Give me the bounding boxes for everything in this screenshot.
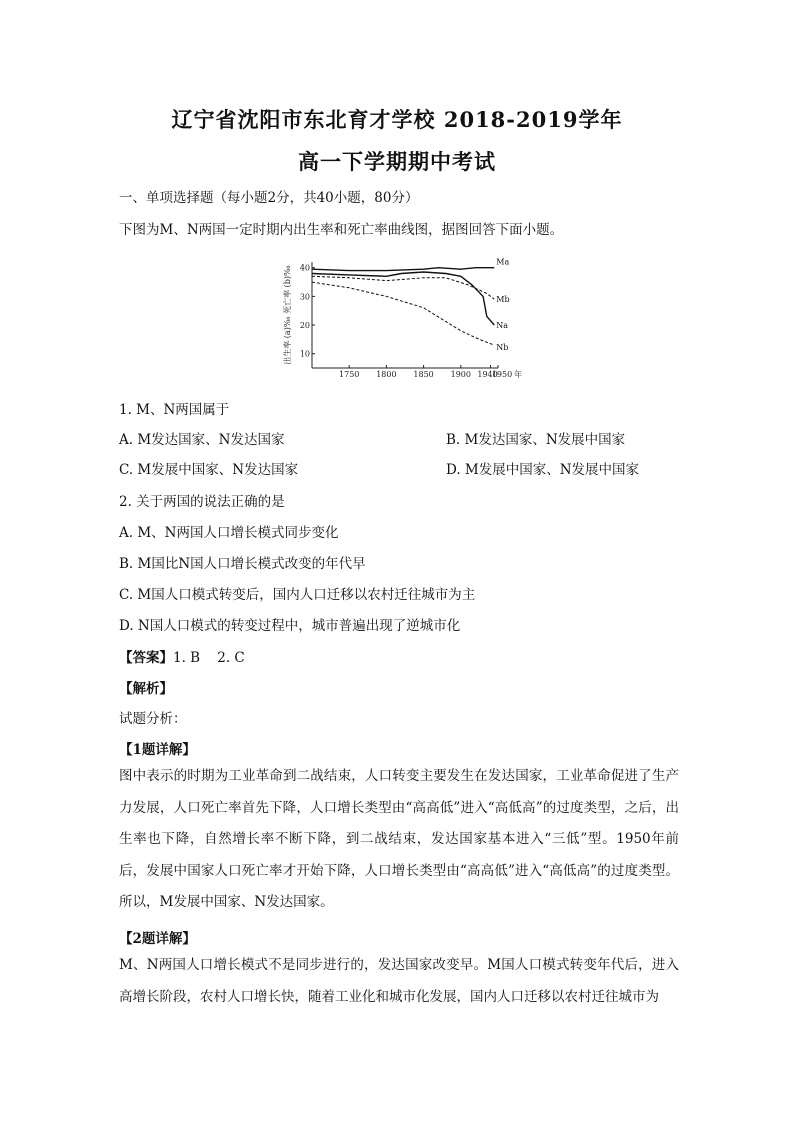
series-label-mb: Mb xyxy=(496,295,510,305)
x-tick-label: 1940 xyxy=(477,370,498,378)
series-label-nb: Nb xyxy=(496,343,509,353)
question-1-option-a: A. M发达国家、N发达国家 xyxy=(119,432,285,448)
answer-line xyxy=(119,646,245,666)
x-tick-label: 1800 xyxy=(376,370,397,378)
y-axis-label: 出生率 (a)‰ 死亡率 (b)‰ xyxy=(283,265,292,365)
series-label-na: Na xyxy=(496,321,509,331)
question-2-option-a: A. M、N两国人口增长模式同步变化 xyxy=(119,525,339,541)
analysis-intro: 试题分析： xyxy=(119,711,187,727)
birth-death-rate-chart xyxy=(276,252,528,378)
document-title-line2: 高一下学期期中考试 xyxy=(298,149,496,174)
question-2-option-d: D. N国人口模式的转变过程中，城市普遍出现了逆城市化 xyxy=(119,618,461,634)
question-2-option-b: B. M国比N国人口增长模式改变的年代早 xyxy=(119,556,366,572)
series-line-ma xyxy=(312,268,494,271)
x-tick-label: 1750 xyxy=(339,370,360,378)
detail-2-text: M、N两国人口增长模式不是同步进行的，发达国家改变早。M国人口模式转变年代后，进入高增长阶段，农村人口增长快，随着工业化和城市化发展，国内人口迁移以农村迁往城市为 xyxy=(119,957,679,1005)
question-1-option-d: D. M发展中国家、N发展中国家 xyxy=(446,462,640,478)
x-tick-label: 1900 xyxy=(450,370,471,378)
x-tick-label: 1850 xyxy=(413,370,434,378)
question-2-option-c: C. M国人口模式转变后，国内人口迁移以农村迁往城市为主 xyxy=(119,587,476,603)
question-2-stem: 2. 关于两国的说法正确的是 xyxy=(119,494,285,510)
x-tick-label: 1950 xyxy=(491,370,513,378)
question-1-option-b: B. M发达国家、N发展中国家 xyxy=(446,432,626,448)
chart-lines xyxy=(312,268,494,345)
detail-1-text: 图中表示的时期为工业革命到二战结束，人口转变主要发生在发达国家，工业革命促进了生产力发展，人口死亡率首先下降，人口增长类型由“高高低”进入“高低高”的过度类型，之后，出生率也下降，自然增长率不断下降，到二战结束，发达国家基本进入“三低”型。1950年前后，发展中国家人口死亡率才开始下降，人口增长类型由“高高低”进入“高低高”的过度类型。所以，M发展中国家、N发达国家。 xyxy=(119,768,679,910)
series-line-na xyxy=(312,272,494,325)
y-tick-label: 20 xyxy=(299,321,310,331)
detail-2-label: 【2题详解】 xyxy=(119,931,196,947)
series-line-mb xyxy=(312,276,494,299)
y-tick-label: 30 xyxy=(299,292,310,302)
section-heading: 一、单项选择题（每小题2分，共40小题，80分） xyxy=(119,190,419,206)
analysis-label: 【解析】 xyxy=(119,681,173,697)
chart-labels xyxy=(496,258,509,352)
question-1-stem: 1. M、N两国属于 xyxy=(119,402,230,418)
x-axis-label: 年 xyxy=(514,370,522,378)
answer-text: 1. B 2. C xyxy=(173,650,245,666)
y-tick-label: 10 xyxy=(299,349,310,359)
document-title-line1: 辽宁省沈阳市东北育才学校 2018-2019学年 xyxy=(171,107,623,132)
series-line-nb xyxy=(312,282,494,345)
answer-label: 【答案】 xyxy=(119,650,173,666)
question-1-option-c: C. M发展中国家、N发达国家 xyxy=(119,462,299,478)
y-tick-label: 40 xyxy=(299,263,310,273)
question-intro: 下图为M、N两国一定时期内出生率和死亡率曲线图，据图回答下面小题。 xyxy=(119,222,564,238)
series-label-ma: Ma xyxy=(496,257,510,267)
detail-1-label: 【1题详解】 xyxy=(119,742,196,758)
